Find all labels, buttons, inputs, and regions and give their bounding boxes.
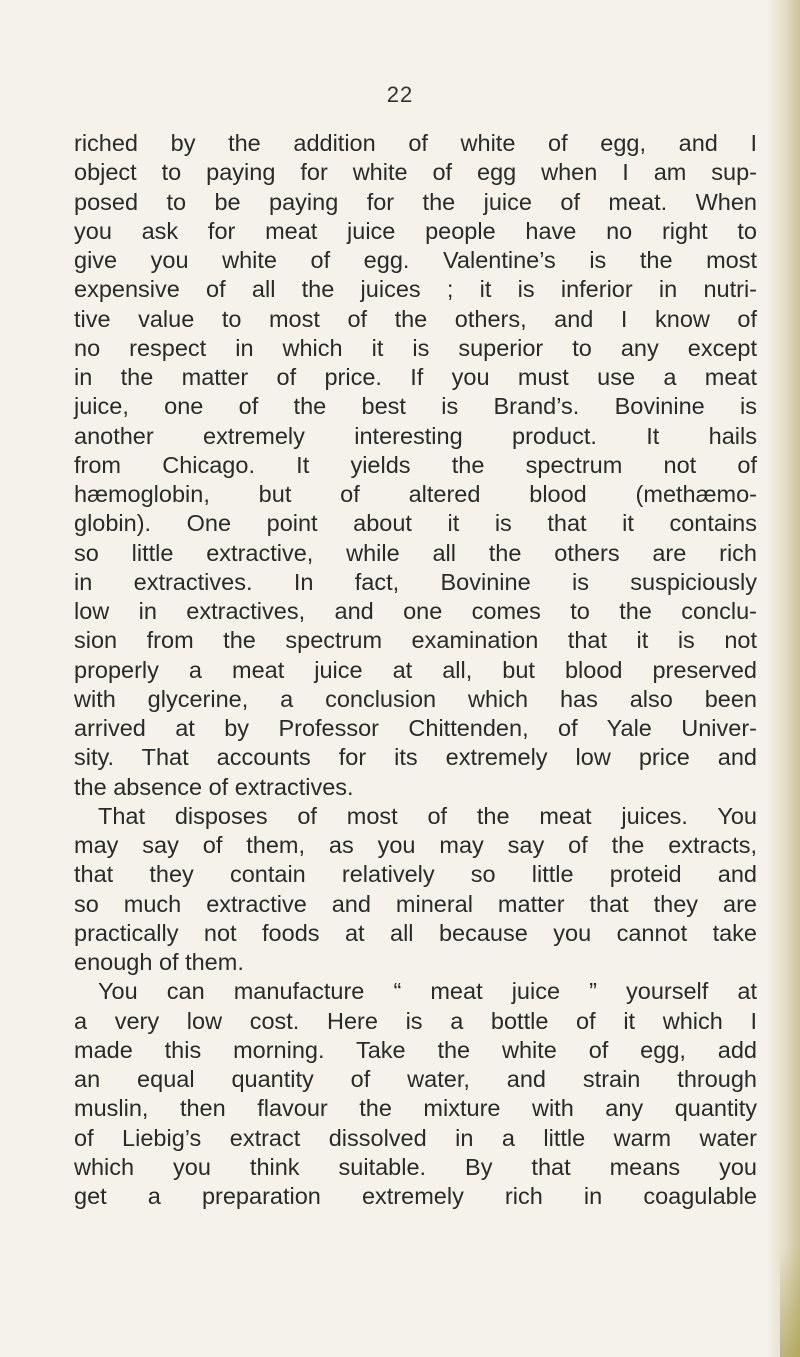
text-line: you ask for meat juice people have no right to <box>74 217 757 244</box>
text-line: in extractives. In fact, Bovinine is suspiciously <box>74 568 757 595</box>
text-line: expensive of all the juices ; it is inferior in nutri- <box>74 276 757 303</box>
text-line: That disposes of most of the meat juices. You <box>98 802 757 829</box>
text-line: another extremely interesting product. It hails <box>74 422 757 449</box>
text-line: object to paying for white of egg when I am sup- <box>74 159 757 186</box>
text-line: juice, one of the best is Brand’s. Bovinine is <box>74 393 757 420</box>
text-line: a very low cost. Here is a bottle of it which I <box>74 1007 757 1034</box>
text-line: in the matter of price. If you must use a meat <box>74 364 757 390</box>
text-line: riched by the addition of white of egg, and I <box>74 130 757 156</box>
text-line: properly a meat juice at all, but blood preserved <box>74 656 757 683</box>
text-line: an equal quantity of water, and strain through <box>74 1066 757 1092</box>
page-edge-shadow <box>766 0 800 1357</box>
text-line: practically not foods at all because you cannot take <box>74 919 757 946</box>
page-number: 22 <box>386 82 414 107</box>
text-line: get a preparation extremely rich in coagulable <box>74 1183 757 1209</box>
text-line: from Chicago. It yields the spectrum not of <box>74 451 757 478</box>
text-line: with glycerine, a conclusion which has also been <box>74 685 757 712</box>
text-line: the absence of extractives. <box>74 773 354 800</box>
text-line: sity. That accounts for its extremely low price and <box>74 744 757 771</box>
text-line: globin). One point about it is that it contains <box>74 510 757 537</box>
text-line: give you white of egg. Valentine’s is the most <box>74 247 757 273</box>
text-line: hæmoglobin, but of altered blood (methæmo- <box>74 481 757 507</box>
text-line: of Liebig’s extract dissolved in a little warm water <box>74 1124 757 1151</box>
text-line: tive value to most of the others, and I know of <box>74 305 757 332</box>
text-line: made this morning. Take the white of egg, add <box>74 1036 757 1063</box>
text-line: that they contain relatively so little proteid and <box>74 861 757 888</box>
text-line: may say of them, as you may say of the extracts, <box>74 832 757 858</box>
text-line: enough of them. <box>74 949 244 975</box>
text-line: so much extractive and mineral matter that they are <box>74 890 757 917</box>
text-line: arrived at by Professor Chittenden, of Yale Univer- <box>74 715 757 741</box>
text-line: sion from the spectrum examination that it is not <box>74 627 757 654</box>
text-line: which you think suitable. By that means you <box>74 1153 757 1180</box>
text-line: posed to be paying for the juice of meat. When <box>74 188 757 215</box>
text-line: You can manufacture “ meat juice ” yourself at <box>98 978 757 1005</box>
text-line: no respect in which it is superior to any except <box>74 334 757 361</box>
body-text <box>74 129 757 1211</box>
text-line: low in extractives, and one comes to the conclu- <box>74 598 757 624</box>
text-line: muslin, then flavour the mixture with any quantity <box>74 1095 757 1122</box>
page-edge-stain <box>780 1247 800 1357</box>
text-line: so little extractive, while all the others are rich <box>74 539 757 566</box>
